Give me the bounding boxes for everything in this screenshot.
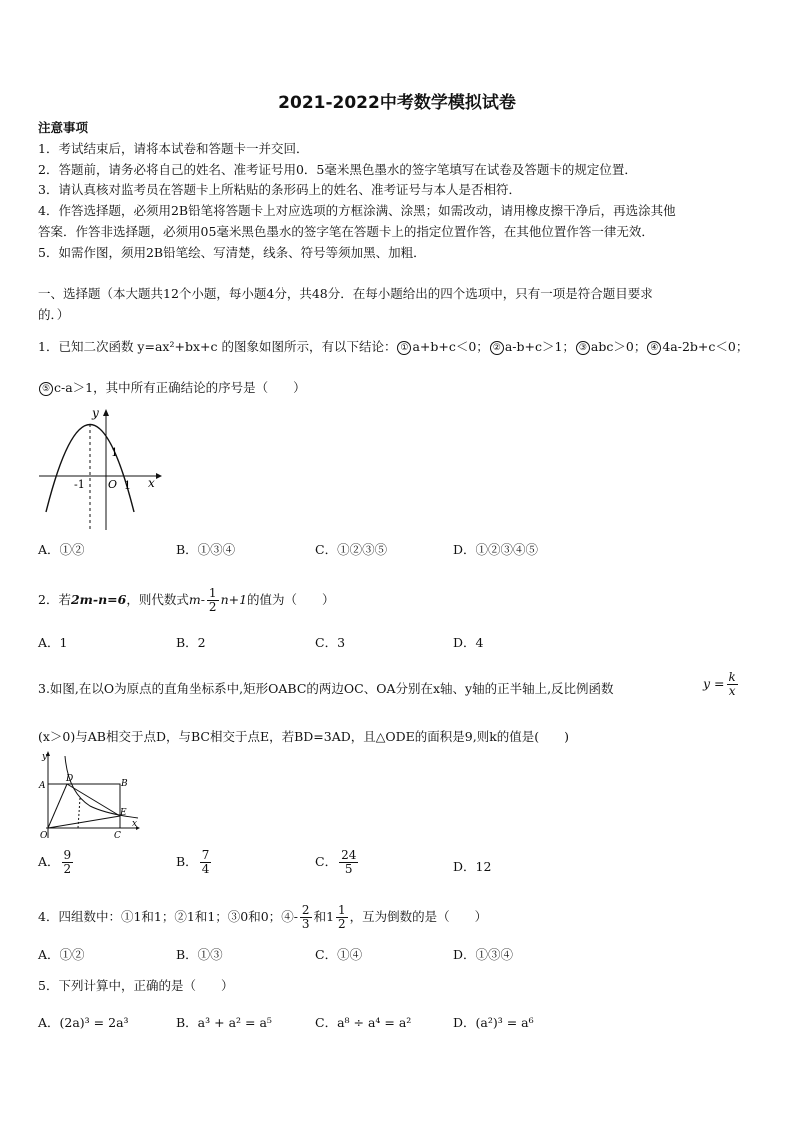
- notice-item: 3．请认真核对监考员在答题卡上所粘贴的条形码上的姓名、准考证号与本人是否相符．: [38, 182, 521, 197]
- denominator: x: [728, 684, 736, 698]
- x-axis-arrow: [156, 473, 162, 479]
- q4-pair: ③0和0；: [227, 909, 282, 924]
- q2-text: 的值为（ ）: [247, 592, 335, 607]
- q1-conclusion: c-a＞1，其中所有正确结论的序号是（ ）: [54, 380, 306, 395]
- q4-option-d: D．①③④: [453, 947, 514, 962]
- q2-option-b: B．2: [176, 635, 206, 650]
- point-a-label: A: [39, 781, 46, 791]
- q3-function: [703, 671, 740, 698]
- q2-option-a: A．1: [38, 635, 68, 650]
- q4-pair: ②1和1；: [174, 909, 228, 924]
- x-axis-label: x: [132, 819, 138, 829]
- y-axis-arrow: [103, 409, 109, 416]
- notice-item: 答案．作答非选择题，必须用05毫米黑色墨水的签字笔在答题卡上的指定位置作答，在其他位置作答一律无效．: [38, 224, 654, 239]
- q5-option-a: A．(2a)³ = 2a³: [38, 1015, 129, 1030]
- q5-stem: 5．下列计算中，正确的是（ ）: [38, 978, 234, 993]
- notice-item: 2．答题前，请务必将自己的姓名、准考证号用0．5毫米黑色墨水的签字笔填写在试卷及答题卡的规定位置．: [38, 162, 637, 177]
- q4-option-b: B．①③: [176, 947, 223, 962]
- notice-item: 5．如需作图，须用2B铅笔绘、写清楚，线条、符号等须加黑、加粗．: [38, 245, 426, 260]
- denominator: 5: [344, 862, 353, 876]
- q3-stem: 3.如图,在以O为原点的直角坐标系中,矩形OABC的两边OC、OA分别在x轴、y轴的正半轴上,反比例函数: [38, 681, 614, 696]
- q4-text: ，互为倒数的是（ ）: [349, 909, 488, 924]
- y-axis-label: y: [92, 406, 99, 420]
- fraction: [336, 904, 348, 931]
- option-label: B．: [176, 854, 198, 869]
- circled-number: ②: [490, 341, 504, 355]
- q1-conclusion: 4a-2b+c＜0；: [662, 339, 749, 354]
- numerator: 9: [63, 848, 72, 862]
- q5-option-c: C．a⁸ ÷ a⁴ = a²: [315, 1015, 412, 1030]
- q2-variable: n+1: [220, 592, 248, 607]
- fraction: [200, 849, 212, 876]
- q1-parabola-graph: [34, 402, 164, 532]
- fraction: [207, 587, 219, 614]
- q4-stem: [38, 904, 487, 931]
- numerator: 1: [208, 586, 217, 600]
- q1-stem: [38, 338, 748, 356]
- denominator: 3: [301, 917, 310, 931]
- q2-expression: 2m-n=6: [70, 592, 127, 607]
- fraction: [300, 904, 312, 931]
- q2-text: 2．若: [38, 592, 71, 607]
- q1-stem-text: 1．已知二次函数 y=ax²+bx+c 的图象如图所示，有以下结论：: [38, 339, 397, 354]
- tick-label: -1: [74, 478, 85, 491]
- segment-oe: [48, 816, 120, 828]
- q1-option-d: D．①②③④⑤: [453, 542, 539, 557]
- point-b-label: B: [121, 779, 128, 789]
- origin-label: O: [108, 478, 118, 491]
- q5-option-d: D．(a²)³ = a⁶: [453, 1015, 534, 1030]
- q2-option-d: D．4: [453, 635, 484, 650]
- q4-option-a: A．①②: [38, 947, 85, 962]
- q1-option-b: B．①③④: [176, 542, 236, 557]
- q2-stem: [38, 587, 335, 614]
- rectangle-oabc: [48, 784, 120, 828]
- q3-option-a: [38, 849, 75, 876]
- q4-option-c: C．①④: [315, 947, 363, 962]
- q4-pair: ①1和1；: [120, 909, 175, 924]
- fraction: [339, 849, 358, 876]
- dashed-line: [78, 798, 80, 828]
- q3-stem-cont: (x＞0)与AB相交于点D，与BC相交于点E，若BD=3AD，且△ODE的面积是9,则k的值是( ): [38, 729, 570, 744]
- function-label: y =: [703, 676, 725, 691]
- option-label: A．: [38, 854, 60, 869]
- circled-number: ⑤: [39, 382, 53, 396]
- numerator: 1: [338, 903, 346, 917]
- q3-option-b: [176, 849, 213, 876]
- q1-conclusion: abc＞0；: [590, 339, 647, 354]
- point-e-label: E: [120, 808, 127, 818]
- section-heading: 一、选择题（本大题共12个小题，每小题4分，共48分．在每小题给出的四个选项中，只有一项是符合题目要求: [38, 286, 653, 301]
- segment-od: [48, 784, 67, 828]
- denominator: 2: [208, 600, 217, 614]
- tick-label: 1: [124, 479, 131, 492]
- circled-number: ①: [397, 341, 411, 355]
- tick-label: 1: [111, 446, 118, 459]
- notice-item: 1．考试结束后，请将本试卷和答题卡一并交回．: [38, 141, 309, 156]
- q1-option-c: C．①②③⑤: [315, 542, 388, 557]
- page-title: 2021-2022中考数学模拟试卷: [278, 93, 516, 113]
- fraction: [62, 849, 74, 876]
- q2-variable: m-: [188, 592, 205, 607]
- denominator: 4: [201, 862, 210, 876]
- numerator: k: [728, 670, 736, 684]
- circled-number: ④: [647, 341, 661, 355]
- point-d-label: D: [66, 774, 74, 784]
- x-axis-label: x: [148, 476, 155, 490]
- q1-conclusion: a+b+c＜0；: [412, 339, 489, 354]
- denominator: 2: [338, 917, 346, 931]
- q1-conclusion: a-b+c＞1；: [504, 339, 575, 354]
- numerator: 7: [201, 848, 210, 862]
- q4-pair: 和1: [313, 909, 335, 924]
- notice-item: 4．作答选择题，必须用2B铅笔将答题卡上对应选项的方框涂满、涂黑；如需改动，请用橡皮擦干净后，再选涂其他: [38, 203, 676, 218]
- q2-option-c: C．3: [315, 635, 346, 650]
- section-heading-cont: 的．）: [38, 307, 70, 322]
- circled-number: ③: [576, 341, 590, 355]
- option-label: C．: [315, 854, 338, 869]
- q4-text: 4．四组数中：: [38, 909, 121, 924]
- fraction: [727, 671, 738, 698]
- notice-heading: 注意事项: [38, 120, 89, 135]
- q4-pair: ④-: [281, 909, 298, 924]
- q2-text: ，则代数式: [126, 592, 189, 607]
- q3-option-c: [315, 849, 360, 876]
- q1-option-a: A．①②: [38, 542, 85, 557]
- q5-option-b: B．a³ + a² = a⁵: [176, 1015, 272, 1030]
- point-c-label: C: [114, 831, 121, 840]
- q3-option-d: D．12: [453, 859, 492, 874]
- q3-rectangle-figure: [34, 748, 146, 840]
- numerator: 2: [301, 903, 310, 917]
- numerator: 24: [341, 848, 357, 862]
- segment-de: [67, 784, 120, 816]
- denominator: 2: [63, 862, 72, 876]
- y-axis-label: y: [42, 752, 48, 762]
- origin-label: O: [40, 831, 48, 840]
- q1-stem-cont: [38, 379, 306, 397]
